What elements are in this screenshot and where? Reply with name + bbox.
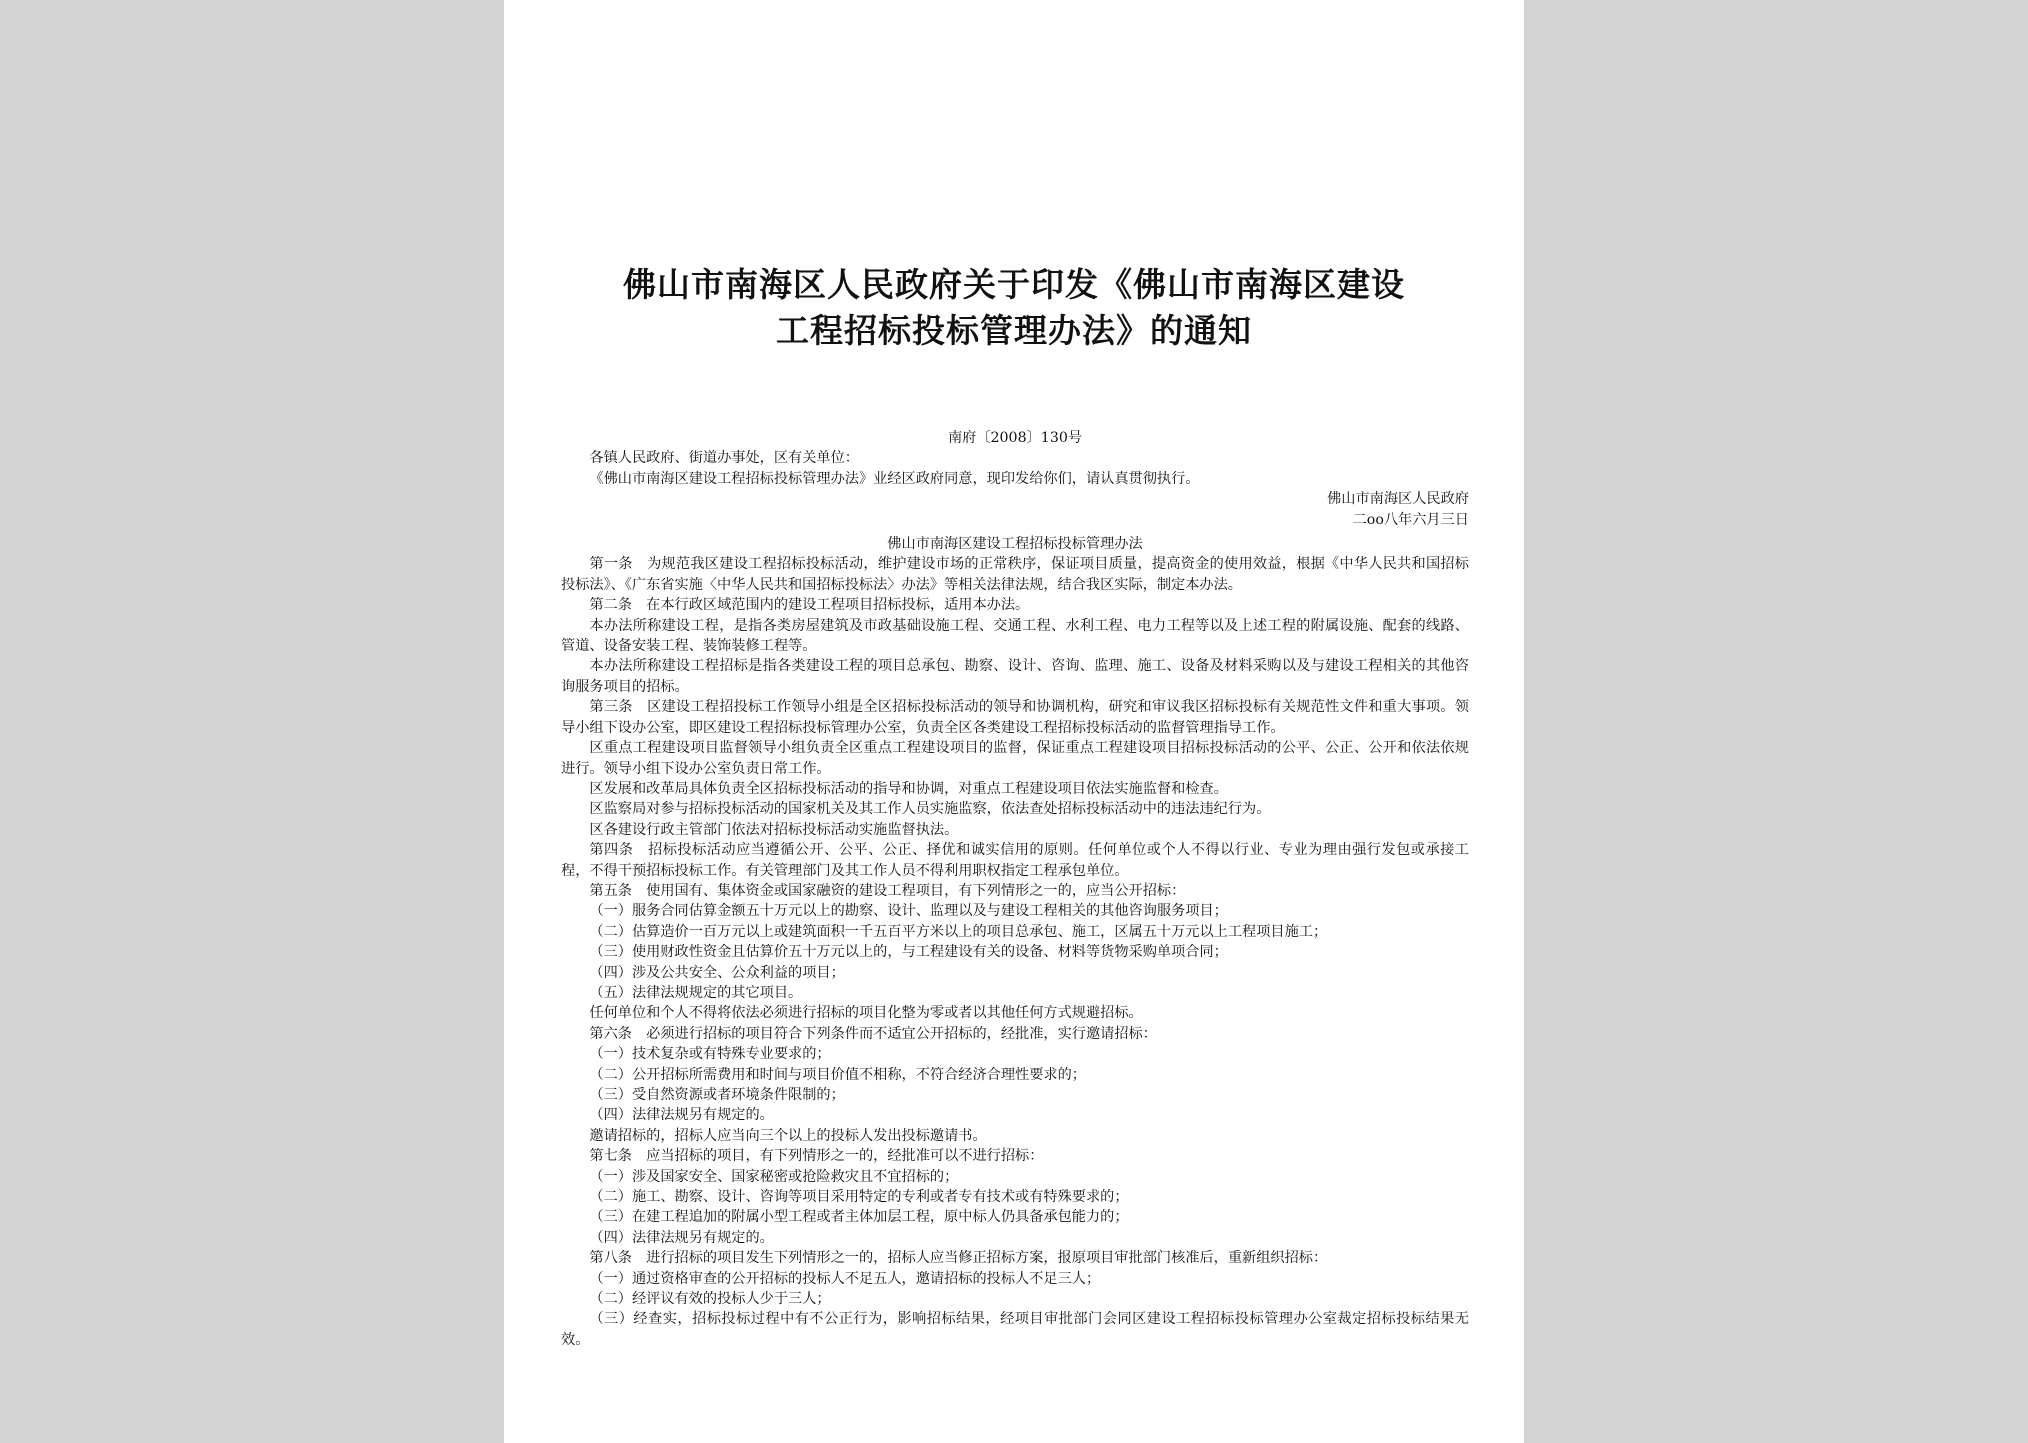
article-paragraph: （一）服务合同估算金额五十万元以上的勘察、设计、监理以及与建设工程相关的其他咨询服务项目；	[589, 903, 1228, 920]
intro-paragraph: 《佛山市南海区建设工程招标投标管理办法》业经区政府同意，现印发给你们，请认真贯彻执行。	[589, 470, 1200, 487]
article-paragraph: 第六条 必须进行招标的项目符合下列条件而不适宜公开招标的，经批准，实行邀请招标：	[589, 1025, 1157, 1042]
article-paragraph: 第七条 应当招标的项目，有下列情形之一的，经批准可以不进行招标：	[589, 1148, 1044, 1165]
article-paragraph: （三）使用财政性资金且估算价五十万元以上的，与工程建设有关的设备、材料等货物采购单项合同；	[589, 944, 1228, 961]
article-paragraph: （三）经查实，招标投标过程中有不公正行为，影响招标结果，经项目审批部门会同区建设工程招标投标管理办公室裁定招标投标结果无效。	[561, 1311, 1469, 1348]
article-paragraph: 区重点工程建设项目监督领导小组负责全区重点工程建设项目的监督，保证重点工程建设项目招标投标活动的公平、公正、公开和依法依规进行。领导小组下设办公室负责日常工作。	[561, 740, 1469, 777]
article-paragraph: （一）技术复杂或有特殊专业要求的；	[589, 1046, 831, 1063]
article-paragraph: （三）受自然资源或者环境条件限制的；	[589, 1087, 845, 1103]
article-paragraph: （四）法律法规另有规定的。	[589, 1229, 774, 1246]
article-paragraph: 区各建设行政主管部门依法对招标投标活动实施监督执法。	[589, 821, 959, 838]
article-paragraph: 第五条 使用国有、集体资金或国家融资的建设工程项目，有下列情形之一的，应当公开招标：	[589, 882, 1186, 899]
article-paragraph: （三）在建工程追加的附属小型工程或者主体加层工程，原中标人仍具备承包能力的；	[589, 1209, 1129, 1226]
article-paragraph: 第四条 招标投标活动应当遵循公开、公平、公正、择优和诚实信用的原则。任何单位或个人不得以行业、专业为理由强行发包或承接工程，不得干预招标投标工作。有关管理部门及其工作人员不得利用职权指定工程承包单位。	[561, 842, 1469, 879]
doc-number: 南府〔2008〕130号	[947, 430, 1083, 446]
article-paragraph: 任何单位和个人不得将依法必须进行招标的项目化整为零或者以其他任何方式规避招标。	[589, 1005, 1143, 1022]
article-paragraph: 邀请招标的，招标人应当向三个以上的投标人发出投标邀请书。	[589, 1127, 987, 1144]
regulation-articles	[561, 554, 1469, 1350]
title-line-2: 工程招标投标管理办法》的通知	[776, 311, 1252, 350]
article-paragraph: （五）法律法规规定的其它项目。	[589, 984, 803, 1001]
article-paragraph: 第一条 为规范我区建设工程招标投标活动，维护建设市场的正常秩序，保证项目质量，提高资金的使用效益，根据《中华人民共和国招标投标法》、《广东省实施〈中华人民共和国招标投标法〉办法》等相关法律法规，结合我区实际，制定本办法。	[561, 556, 1469, 593]
article-paragraph: 第三条 区建设工程招投标工作领导小组是全区招标投标活动的领导和协调机构，研究和审议我区招标投标有关规范性文件和重大事项。领导小组下设办公室，即区建设工程招标投标管理办公室，负责全区各类建设工程招标投标活动的监督管理指导工作。	[561, 699, 1469, 736]
article-paragraph: 本办法所称建设工程招标是指各类建设工程的项目总承包、勘察、设计、咨询、监理、施工、设备及材料采购以及与建设工程相关的其他咨询服务项目的招标。	[561, 658, 1469, 695]
article-paragraph: 本办法所称建设工程，是指各类房屋建筑及市政基础设施工程、交通工程、水利工程、电力工程等以及上述工程的附属设施、配套的线路、管道、设备安装工程、装饰装修工程等。	[561, 617, 1469, 655]
document-page	[504, 0, 1524, 1443]
article-paragraph: （二）公开招标所需费用和时间与项目价值不相称，不符合经济合理性要求的；	[589, 1066, 1086, 1083]
addressee: 各镇人民政府、街道办事处，区有关单位：	[589, 450, 859, 467]
article-paragraph: （二）经评议有效的投标人少于三人；	[589, 1291, 831, 1308]
document-title	[504, 262, 1524, 354]
article-paragraph: （一）涉及国家安全、国家秘密或抢险救灾且不宜招标的；	[589, 1168, 959, 1185]
article-paragraph: （二）估算造价一百万元以上或建筑面积一千五百平方米以上的项目总承包、施工，区属五十万元以上工程项目施工；	[589, 923, 1328, 940]
regulation-title: 佛山市南海区建设工程招标投标管理办法	[887, 536, 1143, 553]
article-paragraph: 第二条 在本行政区域范围内的建设工程项目招标投标，适用本办法。	[589, 597, 1030, 614]
issue-date: 二oo八年六月三日	[1352, 511, 1469, 528]
document-body	[561, 428, 1469, 1350]
article-paragraph: 第八条 进行招标的项目发生下列情形之一的，招标人应当修正招标方案，报原项目审批部门核准后，重新组织招标：	[589, 1250, 1328, 1267]
article-paragraph: （四）法律法规另有规定的。	[589, 1107, 774, 1124]
article-paragraph: （二）施工、勘察、设计、咨询等项目采用特定的专利或者专有技术或有特殊要求的；	[589, 1189, 1129, 1206]
article-paragraph: （四）涉及公共安全、公众利益的项目；	[589, 964, 845, 981]
issuer: 佛山市南海区人民政府	[1327, 491, 1469, 508]
article-paragraph: 区发展和改革局具体负责全区招标投标活动的指导和协调，对重点工程建设项目依法实施监督和检查。	[589, 780, 1228, 797]
title-line-1: 佛山市南海区人民政府关于印发《佛山市南海区建设	[623, 265, 1405, 304]
article-paragraph: 区监察局对参与招标投标活动的国家机关及其工作人员实施监察，依法查处招标投标活动中的违法违纪行为。	[589, 801, 1271, 818]
article-paragraph: （一）通过资格审查的公开招标的投标人不足五人，邀请招标的投标人不足三人；	[589, 1270, 1101, 1287]
